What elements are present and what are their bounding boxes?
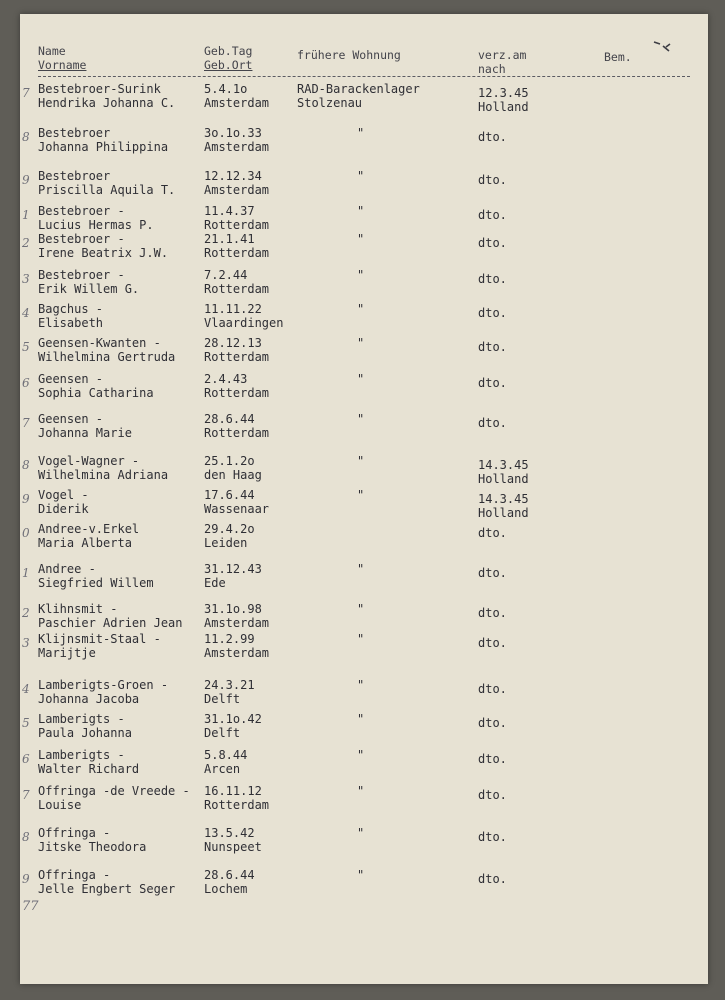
- table-row: [20, 784, 708, 814]
- surname-cell: Bestebroer: [38, 126, 111, 140]
- table-row: [20, 204, 708, 234]
- moved-on-cell: dto.: [478, 236, 507, 250]
- header-moved-to: nach: [478, 62, 506, 76]
- prev-address-cell: ": [357, 454, 365, 468]
- table-row: [20, 169, 708, 199]
- prev-address-cell: ": [357, 268, 365, 282]
- surname-cell: Vogel-Wagner -: [38, 454, 140, 468]
- prev-address-cell: ": [357, 826, 365, 840]
- moved-on-cell: dto.: [478, 526, 507, 540]
- moved-on-cell: dto.: [478, 752, 507, 766]
- surname-cell: Offringa -: [38, 826, 111, 840]
- table-row: [20, 826, 708, 856]
- margin-tally: 6: [22, 376, 30, 390]
- margin-tally: 5: [22, 716, 30, 730]
- prev-address-line2-cell: Stolzenau: [297, 96, 363, 110]
- birth-date-cell: 7.2.44: [204, 268, 248, 282]
- birth-place-cell: Rotterdam: [204, 282, 270, 296]
- surname-cell: Offringa -de Vreede -: [38, 784, 190, 798]
- table-row: [20, 372, 708, 402]
- margin-tally: 6: [22, 752, 30, 766]
- moved-on-cell: dto.: [478, 416, 507, 430]
- margin-tally: 9: [22, 492, 30, 506]
- prev-address-cell: ": [357, 412, 365, 426]
- firstname-cell: Paula Johanna: [38, 726, 132, 740]
- birth-date-cell: 2.4.43: [204, 372, 248, 386]
- firstname-cell: Diderik: [38, 502, 89, 516]
- surname-cell: Andree-v.Erkel: [38, 522, 140, 536]
- prev-address-cell: ": [357, 204, 365, 218]
- birth-place-cell: Leiden: [204, 536, 248, 550]
- firstname-cell: Jelle Engbert Seger: [38, 882, 176, 896]
- prev-address-cell: RAD-Barackenlager: [297, 82, 420, 96]
- birth-place-cell: Wassenaar: [204, 502, 270, 516]
- firstname-cell: Marijtje: [38, 646, 96, 660]
- firstname-cell: Johanna Jacoba: [38, 692, 140, 706]
- table-row: [20, 302, 708, 332]
- birth-date-cell: 31.1o.98: [204, 602, 262, 616]
- surname-cell: Andree -: [38, 562, 96, 576]
- prev-address-cell: ": [357, 126, 365, 140]
- birth-place-cell: Delft: [204, 692, 241, 706]
- firstname-cell: Irene Beatrix J.W.: [38, 246, 169, 260]
- prev-address-cell: ": [357, 302, 365, 316]
- table-row: [20, 712, 708, 742]
- birth-date-cell: 28.6.44: [204, 868, 255, 882]
- birth-place-cell: Delft: [204, 726, 241, 740]
- surname-cell: Geensen -: [38, 412, 104, 426]
- birth-date-cell: 5.8.44: [204, 748, 248, 762]
- moved-on-cell: 12.3.45: [478, 86, 529, 100]
- prev-address-cell: ": [357, 632, 365, 646]
- table-row: [20, 602, 708, 632]
- birth-place-cell: Nunspeet: [204, 840, 262, 854]
- birth-place-cell: den Haag: [204, 468, 262, 482]
- birth-place-cell: Amsterdam: [204, 646, 270, 660]
- table-row: [20, 412, 708, 442]
- moved-on-cell: dto.: [478, 682, 507, 696]
- table-row: [20, 748, 708, 778]
- birth-date-cell: 11.11.22: [204, 302, 262, 316]
- moved-on-cell: dto.: [478, 566, 507, 580]
- prev-address-cell: ": [357, 678, 365, 692]
- surname-cell: Klijnsmit-Staal -: [38, 632, 161, 646]
- header-divider: [38, 76, 690, 77]
- margin-tally: 1: [22, 208, 30, 222]
- birth-place-cell: Rotterdam: [204, 426, 270, 440]
- birth-date-cell: 11.2.99: [204, 632, 255, 646]
- birth-date-cell: 17.6.44: [204, 488, 255, 502]
- moved-on-cell: dto.: [478, 306, 507, 320]
- firstname-cell: Walter Richard: [38, 762, 140, 776]
- birth-place-cell: Ede: [204, 576, 226, 590]
- surname-cell: Klihnsmit -: [38, 602, 118, 616]
- table-row: [20, 488, 708, 518]
- prev-address-cell: ": [357, 602, 365, 616]
- surname-cell: Bestebroer -: [38, 204, 125, 218]
- birth-place-cell: Amsterdam: [204, 183, 270, 197]
- birth-date-cell: 28.6.44: [204, 412, 255, 426]
- moved-on-cell: dto.: [478, 376, 507, 390]
- birth-place-cell: Amsterdam: [204, 96, 270, 110]
- birth-date-cell: 24.3.21: [204, 678, 255, 692]
- table-row: [20, 454, 708, 484]
- prev-address-cell: ": [357, 232, 365, 246]
- moved-on-cell: dto.: [478, 173, 507, 187]
- birth-date-cell: 16.11.12: [204, 784, 262, 798]
- margin-tally: 0: [22, 526, 30, 540]
- birth-date-cell: 11.4.37: [204, 204, 255, 218]
- header-prev-address: frühere Wohnung: [297, 48, 401, 62]
- header-moved-on: verz.am: [478, 48, 527, 62]
- moved-on-cell: dto.: [478, 716, 507, 730]
- surname-cell: Bestebroer -: [38, 232, 125, 246]
- moved-on-cell: dto.: [478, 872, 507, 886]
- moved-on-cell: dto.: [478, 272, 507, 286]
- margin-tally: 7: [22, 788, 30, 802]
- birth-place-cell: Rotterdam: [204, 218, 270, 232]
- prev-address-cell: ": [357, 868, 365, 882]
- birth-date-cell: 13.5.42: [204, 826, 255, 840]
- birth-place-cell: Vlaardingen: [204, 316, 284, 330]
- surname-cell: Lamberigts-Groen -: [38, 678, 169, 692]
- birth-place-cell: Amsterdam: [204, 616, 270, 630]
- margin-tally: 3: [22, 636, 30, 650]
- header-birth-place: Geb.Ort: [204, 58, 253, 72]
- bottom-tally: 77: [22, 899, 39, 914]
- header-remarks: Bem.: [604, 50, 632, 64]
- firstname-cell: Johanna Philippina: [38, 140, 169, 154]
- birth-date-cell: 12.12.34: [204, 169, 262, 183]
- birth-date-cell: 31.1o.42: [204, 712, 262, 726]
- firstname-cell: Wilhelmina Gertruda: [38, 350, 176, 364]
- moved-on-cell: 14.3.45: [478, 458, 529, 472]
- margin-tally: 8: [22, 458, 30, 472]
- table-row: [20, 522, 708, 552]
- table-row: [20, 562, 708, 592]
- table-row: [20, 678, 708, 708]
- margin-tally: 9: [22, 872, 30, 886]
- header-birth-day: Geb.Tag: [204, 44, 253, 58]
- moved-to-cell: Holland: [478, 472, 529, 486]
- birth-place-cell: Rotterdam: [204, 246, 270, 260]
- prev-address-cell: ": [357, 784, 365, 798]
- birth-date-cell: 29.4.2o: [204, 522, 255, 536]
- surname-cell: Bagchus -: [38, 302, 104, 316]
- margin-tally: 4: [22, 306, 30, 320]
- table-row: [20, 82, 708, 112]
- prev-address-cell: ": [357, 169, 365, 183]
- margin-tally: 4: [22, 682, 30, 696]
- birth-place-cell: Lochem: [204, 882, 248, 896]
- margin-tally: 1: [22, 566, 30, 580]
- prev-address-cell: ": [357, 372, 365, 386]
- moved-on-cell: dto.: [478, 606, 507, 620]
- birth-date-cell: 31.12.43: [204, 562, 262, 576]
- firstname-cell: Wilhelmina Adriana: [38, 468, 169, 482]
- birth-place-cell: Amsterdam: [204, 140, 270, 154]
- surname-cell: Geensen -: [38, 372, 104, 386]
- corner-tick-mark: [652, 38, 674, 60]
- margin-tally: 2: [22, 236, 30, 250]
- birth-place-cell: Rotterdam: [204, 798, 270, 812]
- document-sheet: [20, 14, 708, 984]
- margin-tally: 7: [22, 416, 30, 430]
- prev-address-cell: ": [357, 712, 365, 726]
- firstname-cell: Erik Willem G.: [38, 282, 140, 296]
- moved-to-cell: Holland: [478, 100, 529, 114]
- margin-tally: 5: [22, 340, 30, 354]
- prev-address-cell: ": [357, 336, 365, 350]
- birth-place-cell: Arcen: [204, 762, 241, 776]
- birth-place-cell: Rotterdam: [204, 350, 270, 364]
- header-firstname: Vorname: [38, 58, 87, 72]
- surname-cell: Vogel -: [38, 488, 89, 502]
- birth-date-cell: 25.1.2o: [204, 454, 255, 468]
- firstname-cell: Siegfried Willem: [38, 576, 154, 590]
- margin-tally: 3: [22, 272, 30, 286]
- margin-tally: 2: [22, 606, 30, 620]
- firstname-cell: Lucius Hermas P.: [38, 218, 154, 232]
- prev-address-cell: ": [357, 748, 365, 762]
- margin-tally: 9: [22, 173, 30, 187]
- table-row: [20, 232, 708, 262]
- table-row: [20, 268, 708, 298]
- moved-on-cell: dto.: [478, 208, 507, 222]
- birth-place-cell: Rotterdam: [204, 386, 270, 400]
- firstname-cell: Johanna Marie: [38, 426, 132, 440]
- prev-address-cell: ": [357, 488, 365, 502]
- moved-on-cell: dto.: [478, 340, 507, 354]
- firstname-cell: Paschier Adrien Jean: [38, 616, 183, 630]
- prev-address-cell: ": [357, 562, 365, 576]
- table-row: [20, 868, 708, 898]
- margin-tally: 7: [22, 86, 30, 100]
- margin-tally: 8: [22, 130, 30, 144]
- firstname-cell: Maria Alberta: [38, 536, 132, 550]
- header-name: Name: [38, 44, 66, 58]
- birth-date-cell: 21.1.41: [204, 232, 255, 246]
- surname-cell: Bestebroer-Surink: [38, 82, 161, 96]
- surname-cell: Bestebroer: [38, 169, 111, 183]
- birth-date-cell: 3o.1o.33: [204, 126, 262, 140]
- firstname-cell: Elisabeth: [38, 316, 104, 330]
- firstname-cell: Louise: [38, 798, 82, 812]
- surname-cell: Geensen-Kwanten -: [38, 336, 161, 350]
- moved-on-cell: dto.: [478, 788, 507, 802]
- surname-cell: Offringa -: [38, 868, 111, 882]
- table-row: [20, 336, 708, 366]
- table-row: [20, 126, 708, 156]
- firstname-cell: Jitske Theodora: [38, 840, 147, 854]
- firstname-cell: Priscilla Aquila T.: [38, 183, 176, 197]
- firstname-cell: Hendrika Johanna C.: [38, 96, 176, 110]
- surname-cell: Lamberigts -: [38, 748, 125, 762]
- moved-on-cell: dto.: [478, 130, 507, 144]
- surname-cell: Lamberigts -: [38, 712, 125, 726]
- surname-cell: Bestebroer -: [38, 268, 125, 282]
- margin-tally: 8: [22, 830, 30, 844]
- birth-date-cell: 28.12.13: [204, 336, 262, 350]
- moved-on-cell: dto.: [478, 830, 507, 844]
- birth-date-cell: 5.4.1o: [204, 82, 248, 96]
- moved-on-cell: dto.: [478, 636, 507, 650]
- moved-on-cell: 14.3.45: [478, 492, 529, 506]
- moved-to-cell: Holland: [478, 506, 529, 520]
- firstname-cell: Sophia Catharina: [38, 386, 154, 400]
- table-row: [20, 632, 708, 662]
